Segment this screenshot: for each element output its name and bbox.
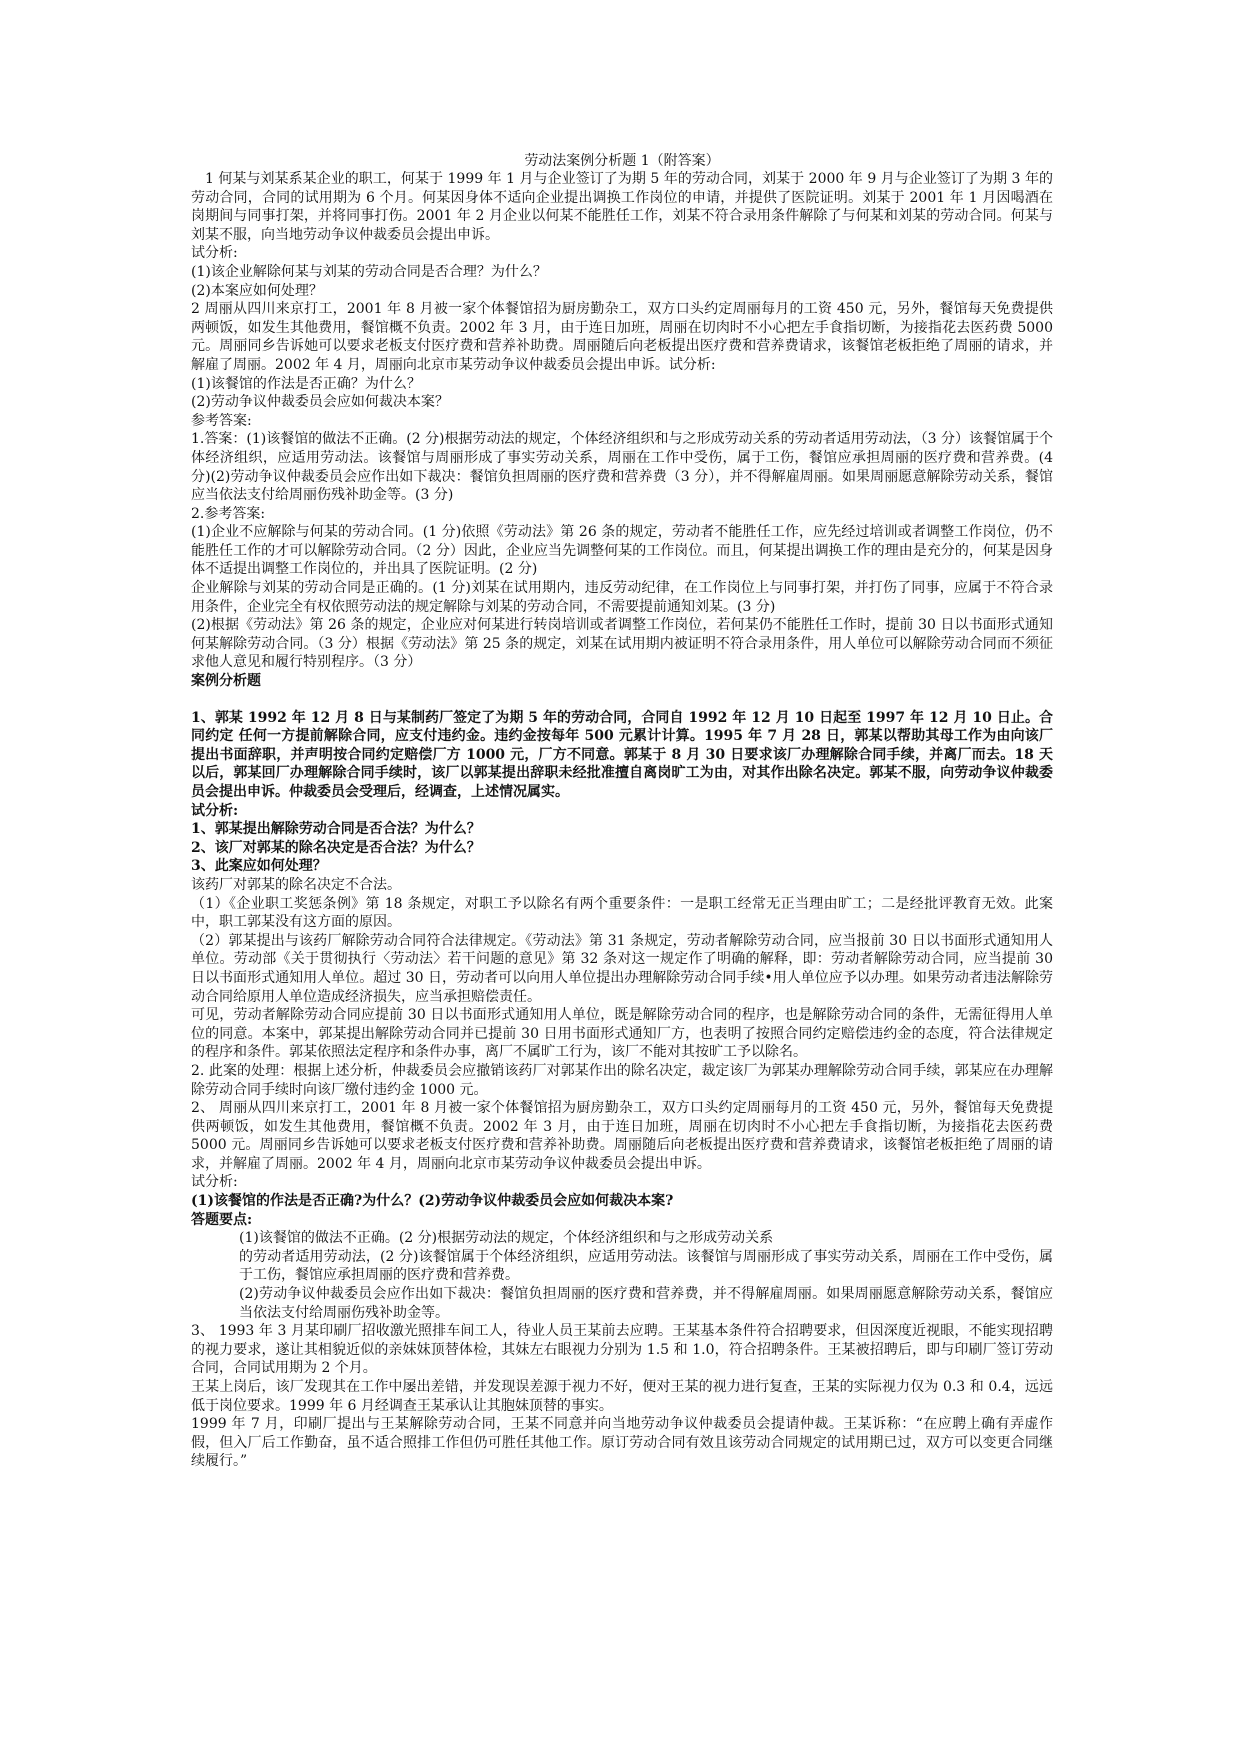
answer-paragraph: （1）《企业职工奖惩条例》第 18 条规定，对职工予以除名有两个重要条件：一是职工经常无正当理由旷工；二是经批评教育无效。此案中，职工郭某没有这方面的原因。	[191, 895, 1053, 931]
question: (2)本案应如何处理？	[191, 282, 323, 299]
analysis-heading: 试分析:	[191, 1174, 238, 1191]
analysis-heading: 试分析:	[191, 802, 239, 819]
answer-paragraph: (2)根据《劳动法》第 26 条的规定，企业应对何某进行转岗培训或者调整工作岗位，若何某仍不能胜任工作时，提前 30 日以书面形式通知何某解除劳动合同。（3 分）根据《劳动法》第 25 条的规定，刘某在试用期内被证明不符合录用条件，用人单位可以解除劳动合同而不须征求他人意见和履行特别程序。（3 分）	[191, 617, 1053, 671]
case-text: 2、 周丽从四川来京打工，2001 年 8 月被一家个体餐馆招为厨房勤杂工，双方口头约定周丽每月的工资 450 元，另外，餐馆每天免费提供两顿饭，如发生其他费用，餐馆概不负责。2002 年 3 月，由于连日加班，周丽在切肉时不小心把左手食指切断，为接指花去医药费 5000 元。周丽同乡告诉她可以要求老板支付医疗费和营养补助费。周丽随后向老板提出医疗费和营养费请求，该餐馆老板拒绝了周丽的请求，并解雇了周丽。2002 年 4 月，周丽向北京市某劳动争议仲裁委员会提出申诉。	[191, 1100, 1053, 1172]
question: (1)该企业解除何某与刘某的劳动合同是否合理？为什么？	[191, 263, 547, 280]
answer-paragraph: (1)企业不应解除与何某的劳动合同。(1 分)依照《劳动法》第 26 条的规定，劳动者不能胜任工作，应先经过培训或者调整工作岗位，仍不能胜任工作的才可以解除劳动合同。（2 分）因此，企业应当先调整何某的工作岗位。而且，何某提出调换工作的理由是充分的，何某是因身体不适提出调整工作岗位的，并出具了医院证明。(2 分)	[191, 524, 1053, 578]
analysis-heading: 试分析:	[191, 245, 238, 262]
reference-answer-heading: 2.参考答案:	[191, 505, 266, 522]
answer-paragraph: (1)该餐馆的做法不正确。(2 分)根据劳动法的规定，个体经济组织和与之形成劳动关系	[239, 1230, 774, 1247]
answer-paragraph: 该药厂对郭某的除名决定不合法。	[191, 876, 401, 893]
case-text: 王某上岗后，该厂发现其在工作中屡出差错，并发现误差源于视力不好，便对王某的视力进行复查，王某的实际视力仅为 0.3 和 0.4，远远低于岗位要求。1999 年 6 月经调查王某承认让其胞妹顶替的事实。	[191, 1379, 1053, 1414]
question: 1、郭某提出解除劳动合同是否合法？为什么？	[191, 821, 481, 838]
section-heading: 案例分析题	[191, 673, 261, 690]
question: (2)劳动争议仲裁委员会应如何裁决本案？	[191, 394, 449, 411]
answer-paragraph: (2)劳动争议仲裁委员会应作出如下裁决：餐馆负担周丽的医疗费和营养费，并不得解雇周丽。如果周丽愿意解除劳动关系，餐馆应当依法支付给周丽伤残补助金等。	[239, 1286, 1053, 1321]
answer-paragraph: （2）郭某提出与该药厂解除劳动合同符合法律规定。《劳动法》第 31 条规定，劳动者解除劳动合同，应当报前 30 日以书面形式通知用人单位。劳动部《关于贯彻执行〈劳动法〉若干问题的意见》第 32 条对这一规定作了明确的解释，即：劳动者解除劳动合同，应当提前 30 日以书面形式通知用人单位。超过 30 日，劳动者可以向用人单位提出办理解除劳动合同手续•用人单位应予以办理。如果劳动者违法解除劳动合同给原用人单位造成经济损失，应当承担赔偿责任。	[191, 932, 1053, 1005]
case-text: 3、 1993 年 3 月某印刷厂招收激光照排车间工人，待业人员王某前去应聘。王某基本条件符合招聘要求，但因深度近视眼，不能实现招聘的视力要求，遂让其相貌近似的亲妹妹顶替体检，其妹左右眼视力分别为 1.5 和 1.0，符合招聘条件。王某被招聘后，即与印刷厂签订劳动合同，合同试用期为 2 个月。	[191, 1323, 1053, 1377]
answer-paragraph: 2. 此案的处理：根据上述分析，仲裁委员会应撤销该药厂对郭某作出的除名决定，裁定该厂为郭某办理解除劳动合同手续，郭某应在办理解除劳动合同手续时向该厂缴付违约金 1000 元。	[191, 1062, 1053, 1098]
spacer	[191, 691, 1053, 709]
question: 2、该厂对郭某的除名决定是否合法？为什么？	[191, 839, 481, 856]
question: 3、此案应如何处理？	[191, 858, 327, 875]
answer-paragraph: 可见，劳动者解除劳动合同应提前 30 日以书面形式通知用人单位，既是解除劳动合同的程序，也是解除劳动合同的条件，无需征得用人单位的同意。本案中，郭某提出解除劳动合同并已提前 30 日用书面形式通知厂方，也表明了按照合同约定赔偿违约金的态度，符合法律规定的程序和条件。郭某依照法定程序和条件办事，离厂不属旷工行为，该厂不能对其按旷工予以除名。	[191, 1007, 1053, 1061]
document-page	[191, 152, 1053, 1471]
reference-answer-heading: 参考答案:	[191, 412, 252, 429]
question: (1)该餐馆的作法是否正确?为什么？(2)劳动争议仲裁委员会应如何裁决本案?	[191, 1193, 674, 1210]
case-text: 1999 年 7 月，印刷厂提出与王某解除劳动合同，王某不同意并向当地劳动争议仲裁委员会提请仲裁。王某诉称：“在应聘上确有弄虚作假，但入厂后工作勤奋，虽不适合照排工作但仍可胜任其他工作。原订劳动合同有效且该劳动合同规定的试用期已过，双方可以变更合同继续履行。”	[191, 1416, 1053, 1470]
answer-paragraph: 的劳动者适用劳动法，(2 分)该餐馆属于个体经济组织，应适用劳动法。该餐馆与周丽形成了事实劳动关系，周丽在工作中受伤，属于工伤，餐馆应承担周丽的医疗费和营养费。	[239, 1248, 1053, 1284]
case-2-text: 2 周丽从四川来京打工，2001 年 8 月被一家个体餐馆招为厨房勤杂工，双方口头约定周丽每月的工资 450 元，另外，餐馆每天免费提供两顿饭，如发生其他费用，餐馆概不负责。2002 年 3 月，由于连日加班，周丽在切肉时不小心把左手食指切断，为接指花去医药费 5000 元。周丽同乡告诉她可以要求老板支付医疗费和营养补助费。周丽随后向老板提出医疗费和营养费请求，该餐馆老板拒绝了周丽的请求，并解雇了周丽。2002 年 4 月，周丽向北京市某劳动争议仲裁委员会提出申诉。试分析:	[191, 301, 1053, 373]
case-1-text: 1 何某与刘某系某企业的职工，何某于 1999 年 1 月与企业签订了为期 5 年的劳动合同，刘某于 2000 年 9 月与企业签订了为期 3 年的劳动合同，合同的试用期为 6 个月。何某因身体不适向企业提出调换工作岗位的申请，并提供了医院证明。刘某于 2001 年 1 月因喝酒在岗期间与同事打架，并将同事打伤。2001 年 2 月企业以何某不能胜任工作，刘某不符合录用条件解除了与何某和刘某的劳动合同。何某与刘某不服，向当地劳动争议仲裁委员会提出申诉。	[191, 171, 1053, 243]
question: (1)该餐馆的作法是否正确？为什么？	[191, 375, 421, 392]
document-title: 劳动法案例分析题 1（附答案）	[524, 153, 720, 169]
answer-paragraph: 企业解除与刘某的劳动合同是正确的。(1 分)刘某在试用期内，违反劳动纪律，在工作岗位上与同事打架，并打伤了同事，应属于不符合录用条件，企业完全有权依照劳动法的规定解除与刘某的劳动合同，不需要提前通知刘某。(3 分)	[191, 580, 1053, 615]
answer-points-heading: 答题要点:	[191, 1211, 253, 1228]
answer-paragraph: 1.答案：(1)该餐馆的做法不正确。(2 分)根据劳动法的规定，个体经济组织和与之形成劳动关系的劳动者适用劳动法，（3 分）该餐馆属于个体经济组织，应适用劳动法。该餐馆与周丽形成了事实劳动关系，周丽在工作中受伤，属于工伤，餐馆应承担周丽的医疗费和营养费。(4 分)(2)劳动争议仲裁委员会应作出如下裁决：餐馆负担周丽的医疗费和营养费（3 分），并不得解雇周丽。如果周丽愿意解除劳动关系，餐馆应当依法支付给周丽伤残补助金等。(3 分)	[191, 431, 1053, 504]
case-text: 1、郭某 1992 年 12 月 8 日与某制药厂签定了为期 5 年的劳动合同，合同自 1992 年 12 月 10 日起至 1997 年 12 月 10 日止。合同约定 任何一方提前解除合同，应支付违约金。违约金按每年 500 元累计计算。1995 年 7 月 28 日，郭某以帮助其母工作为由向该厂提出书面辞职，并声明按合同约定赔偿厂方 1000 元，厂方不同意。郭某于 8 月 30 日要求该厂办理解除合同手续，并离厂而去。18 天以后，郭某回厂办理解除合同手续时，该厂以郭某提出辞职未经批准擅自离岗旷工为由，对其作出除名决定。郭某不服，向劳动争议仲裁委员会提出申诉。仲裁委员会受理后，经调查，上述情况属实。	[191, 709, 1053, 800]
